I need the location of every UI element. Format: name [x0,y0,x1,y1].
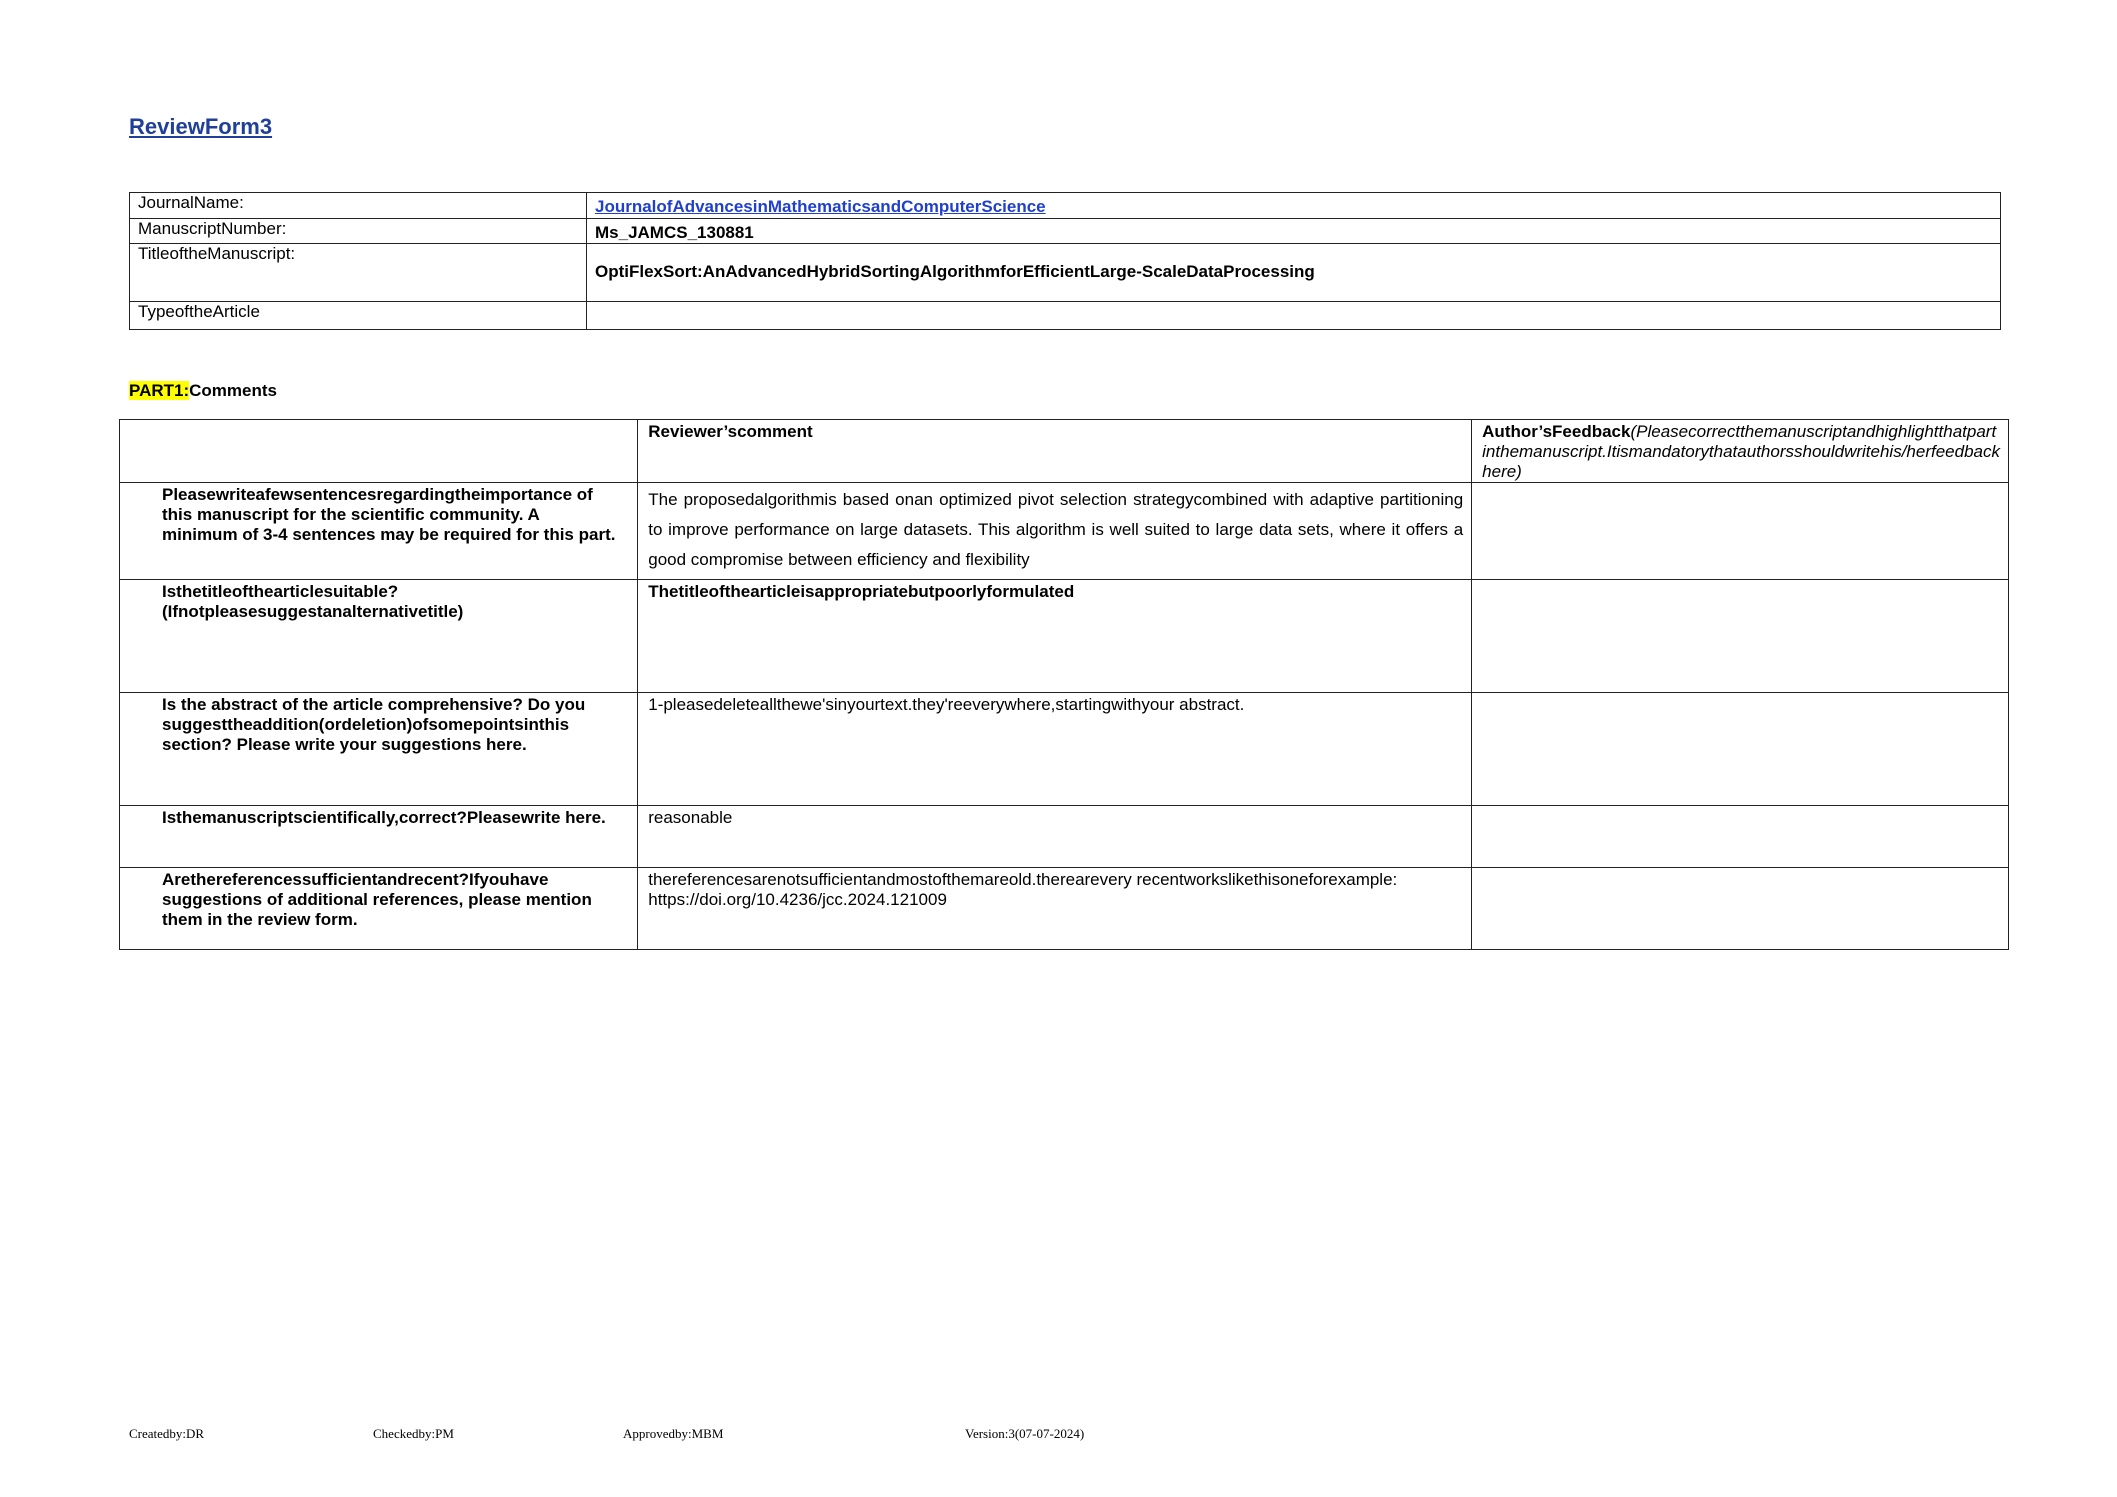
type-label: TypeoftheArticle [130,302,587,330]
question-cell: Is the abstract of the article comprehensive? Do you suggesttheaddition(ordeletion)ofsomepointsinthis section? Please write your suggestions here. [120,693,638,806]
form-title[interactable]: ReviewForm3 [129,114,273,139]
reviewer-comment-cell[interactable]: 1-pleasedeleteallthewe'sinyourtext.they'reeverywhere,startingwithyour abstract. [638,693,1472,806]
reviewer-comment-cell[interactable]: Thetitleofthearticleisappropriatebutpoorlyformulated [638,580,1472,693]
table-row [120,693,2009,806]
footer-version: Version:3(07-07-2024) [965,1426,1085,1441]
manuscript-info-table [129,192,2001,330]
footer-checked: Checkedby:PM [373,1426,454,1441]
author-feedback-title: Author’sFeedback [1482,422,1631,441]
manuscript-label: ManuscriptNumber: [130,219,587,244]
footer-approved: Approvedby:MBM [623,1426,724,1441]
question-cell: Pleasewriteafewsentencesregardingtheimportance of this manuscript for the scientific community. A minimum of 3-4 sentences may be required for this part. [120,483,638,580]
comments-header-row [120,420,2009,483]
reviewer-comment-header: Reviewer’scomment [638,420,1472,483]
question-header [120,420,638,483]
author-feedback-cell[interactable] [1472,868,2009,950]
type-value[interactable] [587,302,2001,330]
comments-table [119,419,2009,950]
journal-row [130,193,2001,219]
reviewer-comment-cell[interactable]: thereferencesarenotsufficientandmostofthemareold.therearevery recentworkslikethisoneforexample: https://doi.org/10.4236/jcc.2024.121009 [638,868,1472,950]
table-row [120,868,2009,950]
type-row [130,302,2001,330]
journal-label: JournalName: [130,193,587,219]
part1-highlight: PART1: [129,381,190,400]
author-feedback-cell[interactable] [1472,693,2009,806]
table-row [120,580,2009,693]
author-feedback-instructions: (Pleasecorrectthemanuscriptandhighlightthatpart inthemanuscript.Itismandatorythatauthorsshouldwritehis/herfeedback here) [1482,422,2000,481]
manuscript-title: OptiFlexSort:AnAdvancedHybridSortingAlgorithmforEfficientLarge-ScaleDataProcessing [587,244,2001,302]
reviewer-comment-cell[interactable]: The proposedalgorithmis based onan optimized pivot selection strategycombined with adaptive partitioning to improve performance on large datasets. This algorithm is well suited to large data sets, where it offers a good compromise between efficiency and flexibility [638,483,1472,580]
manuscript-number: Ms_JAMCS_130881 [587,219,2001,244]
reviewer-comment-cell[interactable]: reasonable [638,806,1472,868]
part1-heading [129,381,277,401]
author-feedback-header [1472,420,2009,483]
part1-text: Comments [189,381,277,400]
title-label: TitleoftheManuscript: [130,244,587,302]
author-feedback-cell[interactable] [1472,483,2009,580]
journal-link[interactable]: JournalofAdvancesinMathematicsandComputerScience [595,197,1046,216]
question-cell: Arethereferencessufficientandrecent?Ifyouhave suggestions of additional references, please mention them in the review form. [120,868,638,950]
title-row [130,244,2001,302]
table-row [120,483,2009,580]
footer-created: Createdby:DR [129,1426,205,1441]
table-row [120,806,2009,868]
author-feedback-cell[interactable] [1472,806,2009,868]
question-cell: Isthetitleofthearticlesuitable? (Ifnotpleasesuggestanalternativetitle) [120,580,638,693]
question-cell: Isthemanuscriptscientifically,correct?Pleasewrite here. [120,806,638,868]
manuscript-row [130,219,2001,244]
author-feedback-cell[interactable] [1472,580,2009,693]
